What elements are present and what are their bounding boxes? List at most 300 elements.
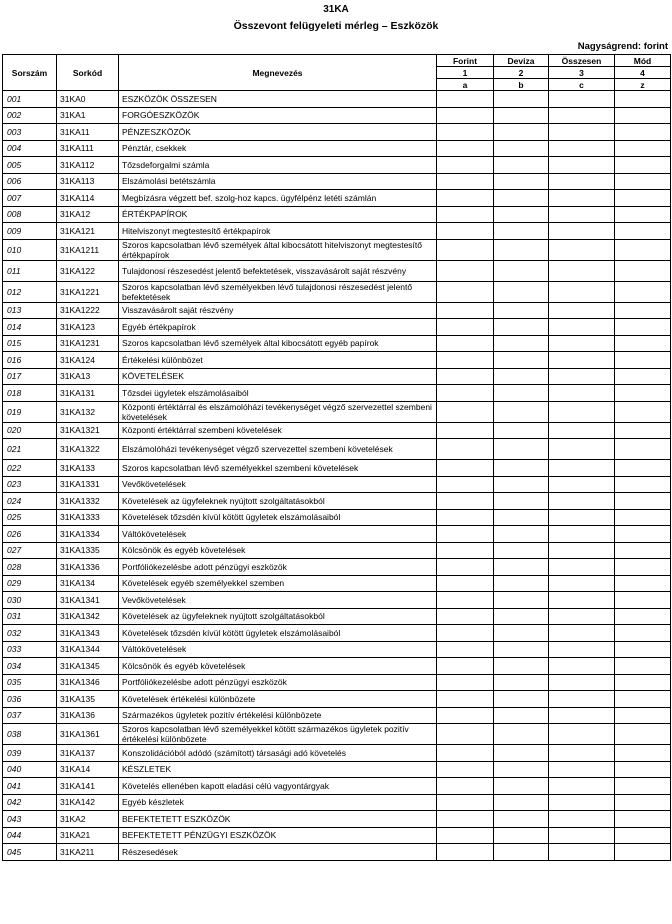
row-megnevezes: Hitelviszonyt megtestesítő értékpapírok xyxy=(119,223,437,240)
value-cell-mod[interactable] xyxy=(615,140,671,157)
value-cell-deviza[interactable] xyxy=(494,91,549,108)
row-sorszam: 022 xyxy=(3,460,57,477)
row-sorkod: 31KA11 xyxy=(57,124,119,141)
row-sorkod: 31KA1335 xyxy=(57,542,119,559)
value-cell-forint[interactable] xyxy=(437,460,494,477)
row-sorkod: 31KA1333 xyxy=(57,509,119,526)
table-row xyxy=(3,745,671,762)
row-sorszam: 033 xyxy=(3,641,57,658)
row-sorkod: 31KA112 xyxy=(57,157,119,174)
value-cell-deviza[interactable] xyxy=(494,493,549,510)
row-sorszam: 011 xyxy=(3,260,57,281)
value-cell-mod[interactable] xyxy=(615,281,671,302)
value-cell-deviza[interactable] xyxy=(494,140,549,157)
value-cell-forint[interactable] xyxy=(437,302,494,319)
col-letter: c xyxy=(549,79,615,91)
value-cell-deviza[interactable] xyxy=(494,439,549,460)
row-sorkod: 31KA211 xyxy=(57,844,119,861)
value-cell-deviza[interactable] xyxy=(494,260,549,281)
row-sorszam: 004 xyxy=(3,140,57,157)
value-cell-osszesen[interactable] xyxy=(549,260,615,281)
table-row xyxy=(3,493,671,510)
value-cell-deviza[interactable] xyxy=(494,107,549,124)
table-row xyxy=(3,335,671,352)
value-cell-osszesen[interactable] xyxy=(549,724,615,745)
value-cell-mod[interactable] xyxy=(615,173,671,190)
value-cell-mod[interactable] xyxy=(615,206,671,223)
table-row xyxy=(3,422,671,439)
value-cell-osszesen[interactable] xyxy=(549,439,615,460)
value-cell-mod[interactable] xyxy=(615,724,671,745)
value-cell-deviza[interactable] xyxy=(494,173,549,190)
value-cell-osszesen[interactable] xyxy=(549,302,615,319)
row-sorszam: 039 xyxy=(3,745,57,762)
value-cell-osszesen[interactable] xyxy=(549,761,615,778)
table-row xyxy=(3,91,671,108)
value-cell-forint[interactable] xyxy=(437,107,494,124)
row-sorkod: 31KA12 xyxy=(57,206,119,223)
value-cell-deviza[interactable] xyxy=(494,811,549,828)
value-cell-forint[interactable] xyxy=(437,439,494,460)
value-cell-deviza[interactable] xyxy=(494,352,549,369)
row-megnevezes: ÉRTÉKPAPÍROK xyxy=(119,206,437,223)
value-cell-osszesen[interactable] xyxy=(549,460,615,477)
row-megnevezes: Szoros kapcsolatban lévő személyekben lévő tulajdonosi részesedést jelentő befektetések xyxy=(119,281,437,302)
value-cell-deviza[interactable] xyxy=(494,827,549,844)
value-cell-osszesen[interactable] xyxy=(549,107,615,124)
table-row xyxy=(3,260,671,281)
value-cell-deviza[interactable] xyxy=(494,559,549,576)
value-cell-deviza[interactable] xyxy=(494,124,549,141)
value-cell-osszesen[interactable] xyxy=(549,190,615,207)
value-cell-mod[interactable] xyxy=(615,260,671,281)
table-row xyxy=(3,352,671,369)
value-cell-mod[interactable] xyxy=(615,745,671,762)
col-number: 3 xyxy=(549,67,615,79)
row-megnevezes: BEFEKTETETT PÉNZÜGYI ESZKÖZÖK xyxy=(119,827,437,844)
value-cell-deviza[interactable] xyxy=(494,794,549,811)
row-megnevezes: Értékelési különbözet xyxy=(119,352,437,369)
value-cell-forint[interactable] xyxy=(437,260,494,281)
value-cell-mod[interactable] xyxy=(615,559,671,576)
value-cell-mod[interactable] xyxy=(615,422,671,439)
value-cell-osszesen[interactable] xyxy=(549,140,615,157)
row-sorszam: 017 xyxy=(3,368,57,385)
row-sorkod: 31KA124 xyxy=(57,352,119,369)
row-sorszam: 006 xyxy=(3,173,57,190)
value-cell-deviza[interactable] xyxy=(494,592,549,609)
value-cell-mod[interactable] xyxy=(615,223,671,240)
value-cell-mod[interactable] xyxy=(615,844,671,861)
row-sorkod: 31KA1345 xyxy=(57,658,119,675)
value-cell-forint[interactable] xyxy=(437,190,494,207)
col-letter: b xyxy=(494,79,549,91)
table-row xyxy=(3,281,671,302)
col-letter: z xyxy=(615,79,671,91)
value-cell-deviza[interactable] xyxy=(494,761,549,778)
value-cell-deviza[interactable] xyxy=(494,745,549,762)
table-row xyxy=(3,476,671,493)
value-cell-mod[interactable] xyxy=(615,107,671,124)
value-cell-deviza[interactable] xyxy=(494,206,549,223)
row-sorszam: 025 xyxy=(3,509,57,526)
table-row xyxy=(3,107,671,124)
value-cell-mod[interactable] xyxy=(615,385,671,402)
row-megnevezes: Konszolidációból adódó (számított) társasági adó követelés xyxy=(119,745,437,762)
row-megnevezes: Követelés ellenében kapott eladási célú vagyontárgyak xyxy=(119,778,437,795)
row-sorszam: 016 xyxy=(3,352,57,369)
row-sorkod: 31KA113 xyxy=(57,173,119,190)
value-cell-forint[interactable] xyxy=(437,157,494,174)
value-cell-deviza[interactable] xyxy=(494,368,549,385)
value-cell-forint[interactable] xyxy=(437,559,494,576)
value-cell-osszesen[interactable] xyxy=(549,493,615,510)
value-cell-osszesen[interactable] xyxy=(549,173,615,190)
table-row xyxy=(3,641,671,658)
row-sorszam: 002 xyxy=(3,107,57,124)
row-megnevezes: Szoros kapcsolatban lévő személyekkel szembeni követelések xyxy=(119,460,437,477)
value-cell-osszesen[interactable] xyxy=(549,368,615,385)
table-row xyxy=(3,794,671,811)
row-megnevezes: Szoros kapcsolatban lévő személyek által kibocsátott hitelviszonyt megtestesítő értékpapírok xyxy=(119,239,437,260)
value-cell-osszesen[interactable] xyxy=(549,811,615,828)
row-megnevezes: Elszámolóházi tevékenységet végző szervezettel szembeni követelések xyxy=(119,439,437,460)
value-cell-osszesen[interactable] xyxy=(549,827,615,844)
value-cell-forint[interactable] xyxy=(437,509,494,526)
row-sorkod: 31KA1221 xyxy=(57,281,119,302)
value-cell-deviza[interactable] xyxy=(494,778,549,795)
value-cell-osszesen[interactable] xyxy=(549,559,615,576)
row-sorszam: 035 xyxy=(3,674,57,691)
value-cell-forint[interactable] xyxy=(437,658,494,675)
balance-sheet-table xyxy=(2,54,671,861)
value-cell-osszesen[interactable] xyxy=(549,778,615,795)
row-sorkod: 31KA1341 xyxy=(57,592,119,609)
table-row xyxy=(3,190,671,207)
value-cell-osszesen[interactable] xyxy=(549,509,615,526)
value-cell-mod[interactable] xyxy=(615,190,671,207)
value-cell-osszesen[interactable] xyxy=(549,335,615,352)
row-sorszam: 026 xyxy=(3,526,57,543)
value-cell-deviza[interactable] xyxy=(494,575,549,592)
value-cell-osszesen[interactable] xyxy=(549,91,615,108)
table-row xyxy=(3,575,671,592)
row-megnevezes: Tőzsdei ügyletek elszámolásaiból xyxy=(119,385,437,402)
value-cell-mod[interactable] xyxy=(615,778,671,795)
value-cell-osszesen[interactable] xyxy=(549,206,615,223)
value-cell-forint[interactable] xyxy=(437,368,494,385)
table-row xyxy=(3,439,671,460)
row-megnevezes: Kölcsönök és egyéb követelések xyxy=(119,542,437,559)
value-cell-deviza[interactable] xyxy=(494,658,549,675)
value-cell-mod[interactable] xyxy=(615,91,671,108)
row-megnevezes: BEFEKTETETT ESZKÖZÖK xyxy=(119,811,437,828)
value-cell-mod[interactable] xyxy=(615,608,671,625)
row-sorszam: 042 xyxy=(3,794,57,811)
value-cell-forint[interactable] xyxy=(437,422,494,439)
value-cell-mod[interactable] xyxy=(615,674,671,691)
value-cell-mod[interactable] xyxy=(615,542,671,559)
table-row xyxy=(3,206,671,223)
value-cell-forint[interactable] xyxy=(437,401,494,422)
value-cell-osszesen[interactable] xyxy=(549,542,615,559)
table-row xyxy=(3,608,671,625)
table-row xyxy=(3,811,671,828)
value-cell-mod[interactable] xyxy=(615,319,671,336)
row-sorkod: 31KA1222 xyxy=(57,302,119,319)
row-megnevezes: Szoros kapcsolatban lévő személyekkel kötött származékos ügyletek pozitív értékelési különbözete xyxy=(119,724,437,745)
table-row xyxy=(3,319,671,336)
value-cell-forint[interactable] xyxy=(437,206,494,223)
value-cell-deviza[interactable] xyxy=(494,223,549,240)
row-sorszam: 023 xyxy=(3,476,57,493)
row-megnevezes: Megbízásra végzett bef. szolg-hoz kapcs. ügyfélpénz letéti számlán xyxy=(119,190,437,207)
row-megnevezes: Tulajdonosi részesedést jelentő befektetések, visszavásárolt saját részvény xyxy=(119,260,437,281)
table-row xyxy=(3,173,671,190)
value-cell-forint[interactable] xyxy=(437,335,494,352)
value-cell-osszesen[interactable] xyxy=(549,157,615,174)
value-cell-mod[interactable] xyxy=(615,691,671,708)
value-cell-deviza[interactable] xyxy=(494,608,549,625)
value-cell-osszesen[interactable] xyxy=(549,745,615,762)
row-megnevezes: Tőzsdeforgalmi számla xyxy=(119,157,437,174)
value-cell-forint[interactable] xyxy=(437,542,494,559)
row-sorszam: 045 xyxy=(3,844,57,861)
row-megnevezes: Portfóliókezelésbe adott pénzügyi eszközök xyxy=(119,674,437,691)
value-cell-osszesen[interactable] xyxy=(549,658,615,675)
row-sorkod: 31KA135 xyxy=(57,691,119,708)
row-megnevezes: Követelések egyéb személyekkel szemben xyxy=(119,575,437,592)
value-cell-mod[interactable] xyxy=(615,827,671,844)
row-sorkod: 31KA1343 xyxy=(57,625,119,642)
value-cell-osszesen[interactable] xyxy=(549,575,615,592)
value-cell-osszesen[interactable] xyxy=(549,239,615,260)
value-cell-deviza[interactable] xyxy=(494,844,549,861)
value-cell-mod[interactable] xyxy=(615,352,671,369)
value-cell-deviza[interactable] xyxy=(494,707,549,724)
row-sorszam: 020 xyxy=(3,422,57,439)
row-sorkod: 31KA1336 xyxy=(57,559,119,576)
value-cell-deviza[interactable] xyxy=(494,641,549,658)
value-cell-osszesen[interactable] xyxy=(549,691,615,708)
table-row xyxy=(3,140,671,157)
value-cell-forint[interactable] xyxy=(437,173,494,190)
row-megnevezes: Egyéb készletek xyxy=(119,794,437,811)
value-cell-osszesen[interactable] xyxy=(549,352,615,369)
value-cell-osszesen[interactable] xyxy=(549,223,615,240)
value-cell-deviza[interactable] xyxy=(494,542,549,559)
value-cell-mod[interactable] xyxy=(615,811,671,828)
row-sorkod: 31KA1211 xyxy=(57,239,119,260)
value-cell-mod[interactable] xyxy=(615,658,671,675)
value-cell-mod[interactable] xyxy=(615,239,671,260)
table-row xyxy=(3,674,671,691)
value-cell-osszesen[interactable] xyxy=(549,844,615,861)
table-body xyxy=(3,91,671,861)
row-megnevezes: Váltókövetelések xyxy=(119,526,437,543)
value-cell-mod[interactable] xyxy=(615,368,671,385)
row-sorkod: 31KA132 xyxy=(57,401,119,422)
row-megnevezes: ESZKÖZÖK ÖSSZESEN xyxy=(119,91,437,108)
value-cell-mod[interactable] xyxy=(615,460,671,477)
value-cell-forint[interactable] xyxy=(437,592,494,609)
value-cell-mod[interactable] xyxy=(615,157,671,174)
value-cell-forint[interactable] xyxy=(437,761,494,778)
value-cell-osszesen[interactable] xyxy=(549,319,615,336)
value-cell-forint[interactable] xyxy=(437,385,494,402)
value-cell-osszesen[interactable] xyxy=(549,641,615,658)
value-cell-deviza[interactable] xyxy=(494,190,549,207)
row-sorkod: 31KA1331 xyxy=(57,476,119,493)
value-cell-osszesen[interactable] xyxy=(549,124,615,141)
table-row xyxy=(3,559,671,576)
value-cell-deviza[interactable] xyxy=(494,302,549,319)
col-header-megnevezes: Megnevezés xyxy=(119,55,437,91)
value-cell-mod[interactable] xyxy=(615,575,671,592)
value-cell-osszesen[interactable] xyxy=(549,674,615,691)
value-cell-osszesen[interactable] xyxy=(549,401,615,422)
row-sorkod: 31KA137 xyxy=(57,745,119,762)
value-cell-deviza[interactable] xyxy=(494,476,549,493)
value-cell-forint[interactable] xyxy=(437,476,494,493)
value-cell-forint[interactable] xyxy=(437,691,494,708)
table-row xyxy=(3,401,671,422)
value-cell-forint[interactable] xyxy=(437,794,494,811)
row-sorszam: 024 xyxy=(3,493,57,510)
value-cell-mod[interactable] xyxy=(615,526,671,543)
value-cell-forint[interactable] xyxy=(437,493,494,510)
value-cell-forint[interactable] xyxy=(437,223,494,240)
col-number: 4 xyxy=(615,67,671,79)
value-cell-forint[interactable] xyxy=(437,140,494,157)
value-cell-mod[interactable] xyxy=(615,509,671,526)
value-cell-forint[interactable] xyxy=(437,91,494,108)
value-cell-deviza[interactable] xyxy=(494,526,549,543)
row-sorszam: 001 xyxy=(3,91,57,108)
value-cell-forint[interactable] xyxy=(437,827,494,844)
value-cell-mod[interactable] xyxy=(615,794,671,811)
value-cell-forint[interactable] xyxy=(437,608,494,625)
table-row xyxy=(3,827,671,844)
row-megnevezes: KÉSZLETEK xyxy=(119,761,437,778)
table-row xyxy=(3,778,671,795)
value-cell-deviza[interactable] xyxy=(494,335,549,352)
row-sorszam: 007 xyxy=(3,190,57,207)
value-cell-mod[interactable] xyxy=(615,641,671,658)
row-sorkod: 31KA131 xyxy=(57,385,119,402)
row-megnevezes: Elszámolási betétszámla xyxy=(119,173,437,190)
value-cell-forint[interactable] xyxy=(437,674,494,691)
value-cell-osszesen[interactable] xyxy=(549,385,615,402)
row-megnevezes: FORGÓESZKÖZÖK xyxy=(119,107,437,124)
value-cell-deviza[interactable] xyxy=(494,385,549,402)
value-cell-forint[interactable] xyxy=(437,724,494,745)
value-cell-forint[interactable] xyxy=(437,778,494,795)
value-cell-forint[interactable] xyxy=(437,352,494,369)
row-sorszam: 040 xyxy=(3,761,57,778)
value-cell-mod[interactable] xyxy=(615,592,671,609)
row-sorszam: 019 xyxy=(3,401,57,422)
row-sorkod: 31KA136 xyxy=(57,707,119,724)
value-cell-deviza[interactable] xyxy=(494,422,549,439)
value-cell-mod[interactable] xyxy=(615,625,671,642)
row-sorszam: 021 xyxy=(3,439,57,460)
row-sorszam: 034 xyxy=(3,658,57,675)
row-sorkod: 31KA122 xyxy=(57,260,119,281)
value-cell-osszesen[interactable] xyxy=(549,625,615,642)
value-cell-mod[interactable] xyxy=(615,335,671,352)
value-cell-deviza[interactable] xyxy=(494,509,549,526)
value-cell-deviza[interactable] xyxy=(494,157,549,174)
value-cell-forint[interactable] xyxy=(437,526,494,543)
value-cell-forint[interactable] xyxy=(437,281,494,302)
table-row xyxy=(3,368,671,385)
value-cell-mod[interactable] xyxy=(615,124,671,141)
value-cell-forint[interactable] xyxy=(437,239,494,260)
value-cell-mod[interactable] xyxy=(615,707,671,724)
value-cell-osszesen[interactable] xyxy=(549,608,615,625)
value-cell-deviza[interactable] xyxy=(494,691,549,708)
value-cell-mod[interactable] xyxy=(615,493,671,510)
value-cell-forint[interactable] xyxy=(437,319,494,336)
row-megnevezes: Váltókövetelések xyxy=(119,641,437,658)
value-cell-deviza[interactable] xyxy=(494,319,549,336)
value-cell-osszesen[interactable] xyxy=(549,526,615,543)
value-cell-mod[interactable] xyxy=(615,761,671,778)
value-cell-mod[interactable] xyxy=(615,302,671,319)
table-row xyxy=(3,707,671,724)
value-cell-osszesen[interactable] xyxy=(549,281,615,302)
row-megnevezes: Központi értéktárral szembeni követelések xyxy=(119,422,437,439)
value-cell-deviza[interactable] xyxy=(494,401,549,422)
value-cell-mod[interactable] xyxy=(615,476,671,493)
col-header-forint: Forint xyxy=(437,55,494,67)
value-cell-deviza[interactable] xyxy=(494,460,549,477)
value-cell-deviza[interactable] xyxy=(494,625,549,642)
row-megnevezes: Követelések az ügyfeleknek nyújtott szolgáltatásokból xyxy=(119,493,437,510)
value-cell-deviza[interactable] xyxy=(494,724,549,745)
value-cell-mod[interactable] xyxy=(615,439,671,460)
value-cell-deviza[interactable] xyxy=(494,239,549,260)
value-cell-osszesen[interactable] xyxy=(549,707,615,724)
row-megnevezes: Követelések az ügyfeleknek nyújtott szolgáltatásokból xyxy=(119,608,437,625)
value-cell-forint[interactable] xyxy=(437,811,494,828)
table-row xyxy=(3,460,671,477)
table-row xyxy=(3,302,671,319)
row-sorszam: 030 xyxy=(3,592,57,609)
row-sorszam: 012 xyxy=(3,281,57,302)
value-cell-forint[interactable] xyxy=(437,625,494,642)
value-cell-osszesen[interactable] xyxy=(549,476,615,493)
table-row xyxy=(3,542,671,559)
value-cell-forint[interactable] xyxy=(437,641,494,658)
value-cell-osszesen[interactable] xyxy=(549,592,615,609)
value-cell-deviza[interactable] xyxy=(494,281,549,302)
value-cell-osszesen[interactable] xyxy=(549,422,615,439)
value-cell-forint[interactable] xyxy=(437,124,494,141)
row-sorkod: 31KA141 xyxy=(57,778,119,795)
row-sorkod: 31KA114 xyxy=(57,190,119,207)
value-cell-forint[interactable] xyxy=(437,575,494,592)
value-cell-forint[interactable] xyxy=(437,745,494,762)
table-row xyxy=(3,385,671,402)
value-cell-forint[interactable] xyxy=(437,844,494,861)
table-row xyxy=(3,157,671,174)
value-cell-deviza[interactable] xyxy=(494,674,549,691)
value-cell-mod[interactable] xyxy=(615,401,671,422)
value-cell-osszesen[interactable] xyxy=(549,794,615,811)
value-cell-forint[interactable] xyxy=(437,707,494,724)
